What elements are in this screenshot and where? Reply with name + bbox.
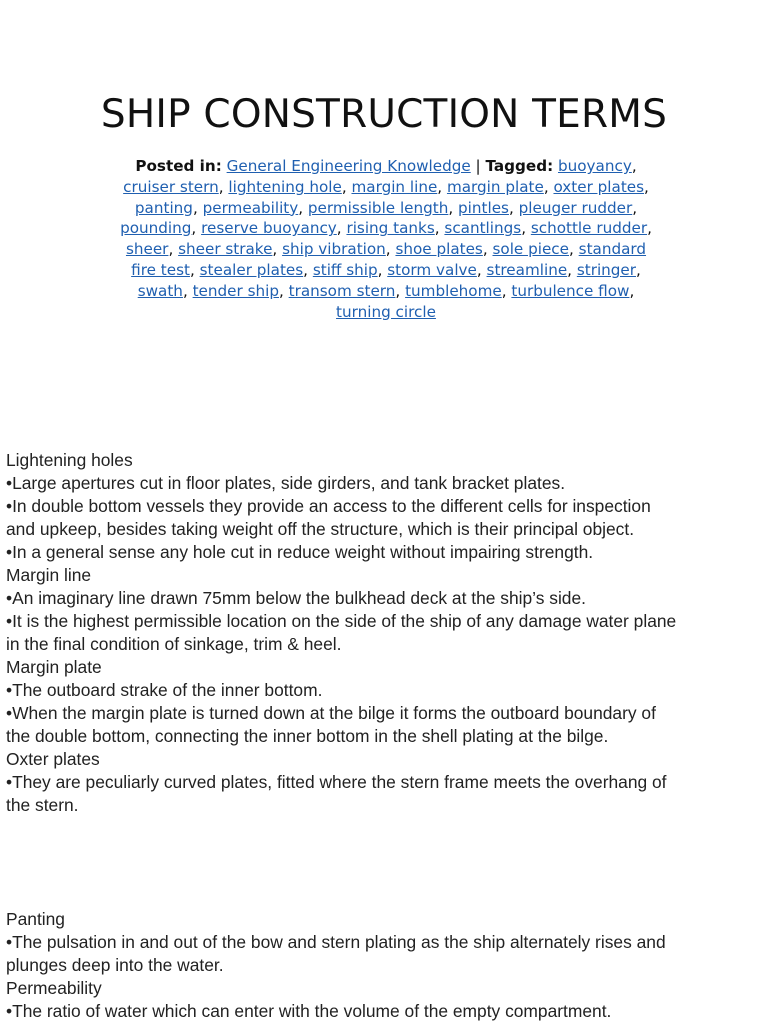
- definition-line: •The outboard strake of the inner bottom.: [6, 680, 323, 700]
- tag-link[interactable]: rising tanks: [346, 219, 435, 238]
- term-heading: Permeability: [6, 978, 102, 998]
- tag-link[interactable]: margin line: [351, 177, 438, 196]
- term-heading: Margin line: [6, 565, 92, 585]
- tag-link[interactable]: permissible length: [307, 198, 449, 217]
- tag-list: buoyancy, cruiser stern, lightening hole, margin line, margin plate, oxter plates, panting, permeability, permissible length, pintles, pleuger rudder, pounding, reserve buoyancy, rising tanks, scantlings, schottle rudder, sheer, sheer strake, ship vibration, shoe plates, sole piece, standard fire test, stealer plates, stiff ship, storm valve, streamline, stringer, swath, tender ship, transom stern, tumblehome, turbulence flow, turning circle: [120, 157, 652, 321]
- definition-line: and upkeep, besides taking weight off the structure, which is their principal object.: [6, 519, 635, 539]
- tag-link[interactable]: panting: [134, 198, 193, 217]
- tagged-label: Tagged:: [485, 157, 554, 175]
- tag-link[interactable]: lightening hole: [228, 177, 342, 196]
- term-heading: Oxter plates: [6, 749, 100, 769]
- tag-link[interactable]: swath: [137, 281, 183, 300]
- tag-link[interactable]: streamline: [486, 260, 568, 279]
- tag-link[interactable]: stealer plates: [199, 260, 304, 279]
- definition-line: •In double bottom vessels they provide an access to the different cells for inspection: [6, 496, 651, 516]
- tag-link[interactable]: oxter plates: [553, 177, 645, 196]
- term-heading: Lightening holes: [6, 450, 133, 470]
- tag-link[interactable]: transom stern: [288, 281, 396, 300]
- tag-link[interactable]: stiff ship: [312, 260, 378, 279]
- definition-line: •In a general sense any hole cut in reduce weight without impairing strength.: [6, 542, 594, 562]
- post-meta: [112, 156, 660, 322]
- tag-link[interactable]: ship vibration: [282, 240, 386, 259]
- meta-separator: |: [470, 157, 486, 175]
- tag-link[interactable]: sheer: [125, 240, 169, 259]
- definition-line: •The pulsation in and out of the bow and stern plating as the ship alternately rises and: [6, 932, 666, 952]
- definitions-block-2: [6, 908, 762, 1023]
- tag-link[interactable]: cruiser stern: [123, 177, 219, 196]
- definition-line: the double bottom, connecting the inner bottom in the shell plating at the bilge.: [6, 726, 609, 746]
- tag-link[interactable]: turning circle: [336, 302, 436, 321]
- title-section: [0, 0, 768, 430]
- tag-link[interactable]: storm valve: [387, 260, 477, 279]
- definition-line: •They are peculiarly curved plates, fitted where the stern frame meets the overhang of: [6, 772, 667, 792]
- tag-link[interactable]: margin plate: [446, 177, 544, 196]
- tag-link[interactable]: turbulence flow: [511, 281, 630, 300]
- tag-link[interactable]: schottle rudder: [530, 219, 648, 238]
- tag-link[interactable]: pleuger rudder: [518, 198, 633, 217]
- definition-line: •It is the highest permissible location on the side of the ship of any damage water plane: [6, 611, 677, 631]
- definition-line: •When the margin plate is turned down at the bilge it forms the outboard boundary of: [6, 703, 656, 723]
- posted-in-label: Posted in:: [135, 157, 222, 175]
- tag-link[interactable]: pintles: [458, 198, 509, 217]
- tag-link[interactable]: stringer: [576, 260, 637, 279]
- definition-line: •The ratio of water which can enter with the volume of the empty compartment.: [6, 1001, 612, 1021]
- definition-line: plunges deep into the water.: [6, 955, 224, 975]
- tag-link[interactable]: standard fire test: [131, 240, 647, 279]
- tag-link[interactable]: tumblehome: [405, 281, 502, 300]
- definition-line: in the final condition of sinkage, trim & heel.: [6, 634, 342, 654]
- definitions-block-1: [6, 449, 762, 817]
- tag-link[interactable]: tender ship: [192, 281, 279, 300]
- definition-line: the stern.: [6, 795, 79, 815]
- tag-link[interactable]: buoyancy: [557, 157, 632, 175]
- page-title: SHIP CONSTRUCTION TERMS: [100, 92, 668, 137]
- tag-link[interactable]: sheer strake: [178, 240, 273, 259]
- tag-link[interactable]: pounding: [120, 219, 192, 238]
- tag-link[interactable]: scantlings: [444, 219, 522, 238]
- category-link[interactable]: General Engineering Knowledge: [226, 157, 471, 175]
- tag-link[interactable]: sole piece: [492, 240, 569, 259]
- tag-link[interactable]: shoe plates: [395, 240, 483, 259]
- tag-link[interactable]: permeability: [202, 198, 299, 217]
- term-heading: Panting: [6, 909, 65, 929]
- tag-link[interactable]: reserve buoyancy: [201, 219, 337, 238]
- definition-line: •An imaginary line drawn 75mm below the bulkhead deck at the ship’s side.: [6, 588, 586, 608]
- definition-line: •Large apertures cut in floor plates, side girders, and tank bracket plates.: [6, 473, 566, 493]
- term-heading: Margin plate: [6, 657, 102, 677]
